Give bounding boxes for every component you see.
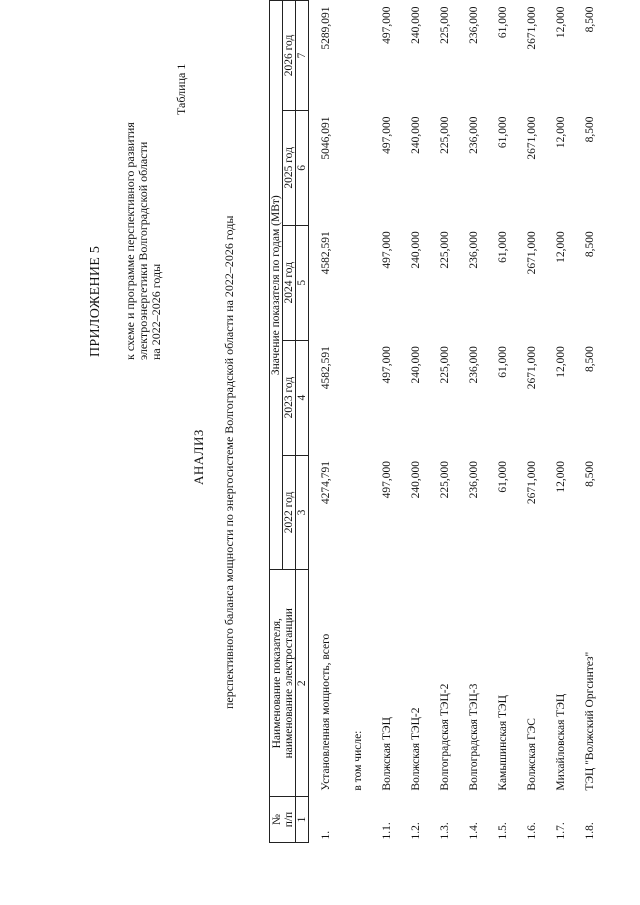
header-colnum: 2	[296, 570, 309, 797]
row-value: 225,000	[438, 461, 451, 499]
row-value: 2671,000	[525, 231, 538, 275]
row-value: 61,000	[496, 116, 509, 149]
table-row	[372, 1, 401, 843]
row-value: 8,500	[583, 116, 596, 143]
row-index: 1.4.	[467, 822, 480, 840]
row-value: 4274,791	[320, 461, 332, 505]
row-name: Михайловская ТЭЦ	[554, 693, 567, 791]
table-number: Таблица 1	[174, 63, 188, 115]
row-index: 1.3.	[438, 822, 451, 840]
row-index: 1.7.	[554, 822, 567, 840]
table-row	[343, 1, 372, 843]
row-value: 497,000	[380, 116, 393, 154]
row-value: 236,000	[467, 346, 480, 384]
header-group: Значение показателя по годам (МВт)	[270, 1, 283, 570]
row-value: 225,000	[438, 346, 451, 384]
row-value: 240,000	[409, 231, 422, 269]
row-value: 61,000	[496, 461, 509, 493]
row-value: 225,000	[438, 116, 451, 154]
header-year: 2023 год	[283, 340, 296, 455]
table-row	[309, 1, 344, 843]
row-index: 1.8.	[583, 822, 596, 840]
document-title: АНАЛИЗ	[191, 429, 206, 485]
table-row	[401, 1, 430, 843]
appendix-line-2: электроэнергетики Волгоградской области	[136, 141, 150, 360]
row-value: 61,000	[496, 6, 509, 39]
row-value: 2671,000	[525, 116, 538, 160]
row-index: 1.2.	[409, 822, 422, 840]
row-value	[343, 455, 372, 570]
row-value	[343, 1, 372, 111]
row-name: ТЭЦ "Волжский Оргсинтез"	[583, 651, 596, 791]
table-row	[430, 1, 459, 843]
row-value: 2671,000	[525, 6, 538, 50]
row-name: Волжская ГЭС	[525, 718, 538, 791]
table-row	[517, 1, 546, 843]
row-value: 4582,591	[320, 346, 332, 390]
row-value: 8,500	[583, 231, 596, 258]
table-row	[488, 1, 517, 843]
row-value	[343, 110, 372, 225]
row-value: 5289,091	[320, 6, 332, 50]
header-year: 2026 год	[283, 1, 296, 111]
row-value	[343, 225, 372, 340]
header-colnum: 6	[296, 110, 309, 225]
row-value: 240,000	[409, 461, 422, 499]
table-row	[459, 1, 488, 843]
header-colnum: 3	[296, 455, 309, 570]
row-value: 12,000	[554, 461, 567, 493]
row-value: 61,000	[496, 231, 509, 263]
header-colnum: 7	[296, 1, 309, 111]
row-index: 1.1.	[380, 822, 393, 840]
row-value: 4582,591	[320, 231, 332, 275]
row-value: 497,000	[380, 461, 393, 499]
row-value: 12,000	[554, 6, 567, 39]
row-value: 240,000	[409, 346, 422, 384]
header-year: 2024 год	[283, 225, 296, 340]
table-row	[575, 1, 604, 843]
row-value: 497,000	[380, 231, 393, 269]
header-colnum: 5	[296, 225, 309, 340]
row-value: 240,000	[409, 116, 422, 154]
row-name: Установленная мощность, всего	[320, 633, 332, 791]
row-name: Волгоградская ТЭЦ-3	[467, 683, 480, 791]
header-colnum: 1	[296, 797, 309, 843]
row-value: 12,000	[554, 346, 567, 378]
row-value: 225,000	[438, 6, 451, 44]
header-name-label: Наименование показателя, наименование электростанции	[270, 608, 295, 759]
header-year: 2022 год	[283, 455, 296, 570]
row-value: 497,000	[380, 6, 393, 44]
row-value: 5046,091	[320, 116, 332, 160]
row-value: 12,000	[554, 116, 567, 149]
row-name: в том числе:	[351, 730, 364, 791]
row-value: 8,500	[583, 346, 596, 373]
row-value: 2671,000	[525, 346, 538, 390]
row-index: 1.5.	[496, 822, 509, 840]
balance-table	[269, 0, 604, 843]
document-subtitle: перспективного баланса мощности по энергосистеме Волгоградской области на 2022–2026 годы	[222, 215, 236, 709]
appendix-title: ПРИЛОЖЕНИЕ 5	[88, 245, 103, 357]
header-year: 2025 год	[283, 110, 296, 225]
header-index-label: № п/п	[270, 811, 295, 828]
row-index: 1.6.	[525, 822, 538, 840]
header-colnum: 4	[296, 340, 309, 455]
row-value	[343, 340, 372, 455]
row-index: 1.	[320, 830, 332, 840]
row-value: 12,000	[554, 231, 567, 263]
row-value: 225,000	[438, 231, 451, 269]
row-value: 236,000	[467, 461, 480, 499]
row-value: 8,500	[583, 461, 596, 487]
row-name: Камышинская ТЭЦ	[496, 695, 509, 791]
appendix-line-3: на 2022–2026 годы	[149, 263, 163, 360]
header-name	[270, 570, 296, 797]
row-name: Волгоградская ТЭЦ-2	[438, 683, 451, 791]
header-index	[270, 797, 296, 843]
row-value: 2671,000	[525, 461, 538, 505]
row-value: 236,000	[467, 6, 480, 44]
row-value: 8,500	[583, 6, 596, 33]
row-value: 61,000	[496, 346, 509, 378]
row-value: 236,000	[467, 116, 480, 154]
row-value: 497,000	[380, 346, 393, 384]
row-value: 240,000	[409, 6, 422, 44]
row-value: 236,000	[467, 231, 480, 269]
row-index	[343, 797, 372, 843]
table-row	[546, 1, 575, 843]
row-name: Волжская ТЭЦ	[380, 717, 393, 791]
row-name: Волжская ТЭЦ-2	[409, 707, 422, 791]
appendix-line-1: к схеме и программе перспективного развития	[123, 122, 137, 360]
